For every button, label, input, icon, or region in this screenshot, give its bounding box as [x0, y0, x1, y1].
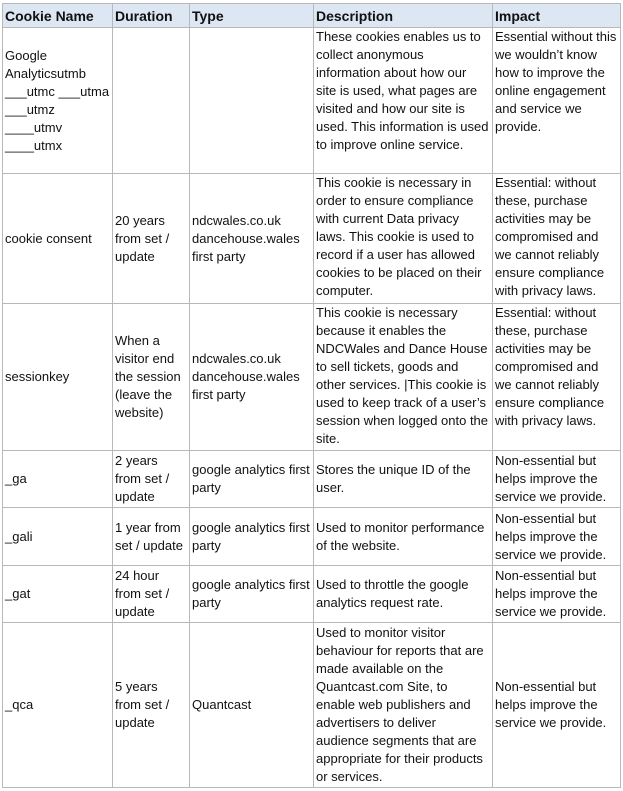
- duration-cell: 2 years from set / update: [113, 451, 190, 508]
- type-cell: ndcwales.co.uk dancehouse.wales first party: [190, 174, 314, 304]
- description-cell: This cookie is necessary in order to ensure compliance with current Data privacy laws. This cookie is used to record if a user has allowed cookies to be placed on their computer.: [314, 174, 493, 304]
- type-cell: Quantcast: [190, 623, 314, 788]
- description-cell: Stores the unique ID of the user.: [314, 451, 493, 508]
- description-cell: Used to monitor visitor behaviour for reports that are made available on the Quantcast.com Site, to enable web publishers and advertisers to deliver audience segments that are appropriate for their products or services.: [314, 623, 493, 788]
- header-row: [3, 4, 621, 28]
- description-cell: This cookie is necessary because it enables the NDCWales and Dance House to sell tickets, goods and other services. |This cookie is used to keep track of a user’s session when logged onto the site.: [314, 304, 493, 451]
- impact-cell: Non-essential but helps improve the service we provide.: [493, 451, 621, 508]
- duration-cell: 24 hour from set / update: [113, 566, 190, 623]
- table-row: [3, 28, 621, 174]
- impact-cell: Non-essential but helps improve the service we provide.: [493, 508, 621, 566]
- type-cell: google analytics first party: [190, 451, 314, 508]
- duration-cell: 5 years from set / update: [113, 623, 190, 788]
- cookie-name-cell: _gat: [3, 566, 113, 623]
- type-cell: google analytics first party: [190, 508, 314, 566]
- column-header-cookie-name: Cookie Name: [3, 4, 113, 28]
- table-row: [3, 451, 621, 508]
- impact-cell: Non-essential but helps improve the service we provide.: [493, 623, 621, 788]
- impact-cell: Essential: without these, purchase activities may be compromised and we cannot reliably ensure compliance with privacy laws.: [493, 174, 621, 304]
- column-header-type: Type: [190, 4, 314, 28]
- type-cell: [190, 28, 314, 174]
- description-cell: Used to throttle the google analytics request rate.: [314, 566, 493, 623]
- type-cell: google analytics first party: [190, 566, 314, 623]
- cookie-name-cell: cookie consent: [3, 174, 113, 304]
- column-header-description: Description: [314, 4, 493, 28]
- duration-cell: 1 year from set / update: [113, 508, 190, 566]
- table-row: [3, 508, 621, 566]
- duration-cell: When a visitor end the session (leave the website): [113, 304, 190, 451]
- cookie-name-cell: Google Analyticsutmb ___utmc ___utma ___utmz ____utmv ____utmx: [3, 28, 113, 174]
- cookie-name-cell: sessionkey: [3, 304, 113, 451]
- column-header-duration: Duration: [113, 4, 190, 28]
- description-cell: These cookies enables us to collect anonymous information about how our site is used, what pages are visited and how our site is used. This information is used to improve online service.: [314, 28, 493, 174]
- cookie-name-cell: _qca: [3, 623, 113, 788]
- duration-cell: [113, 28, 190, 174]
- duration-cell: 20 years from set / update: [113, 174, 190, 304]
- impact-cell: Essential: without these, purchase activities may be compromised and we cannot reliably ensure compliance with privacy laws.: [493, 304, 621, 451]
- cookie-table: [2, 3, 621, 788]
- description-cell: Used to monitor performance of the website.: [314, 508, 493, 566]
- impact-cell: Non-essential but helps improve the service we provide.: [493, 566, 621, 623]
- cookie-name-cell: _ga: [3, 451, 113, 508]
- table-row: [3, 623, 621, 788]
- table-row: [3, 174, 621, 304]
- cookie-name-cell: _gali: [3, 508, 113, 566]
- impact-cell: Essential without this we wouldn’t know how to improve the online engagement and service we provide.: [493, 28, 621, 174]
- column-header-impact: Impact: [493, 4, 621, 28]
- type-cell: ndcwales.co.uk dancehouse.wales first party: [190, 304, 314, 451]
- table-row: [3, 566, 621, 623]
- table-row: [3, 304, 621, 451]
